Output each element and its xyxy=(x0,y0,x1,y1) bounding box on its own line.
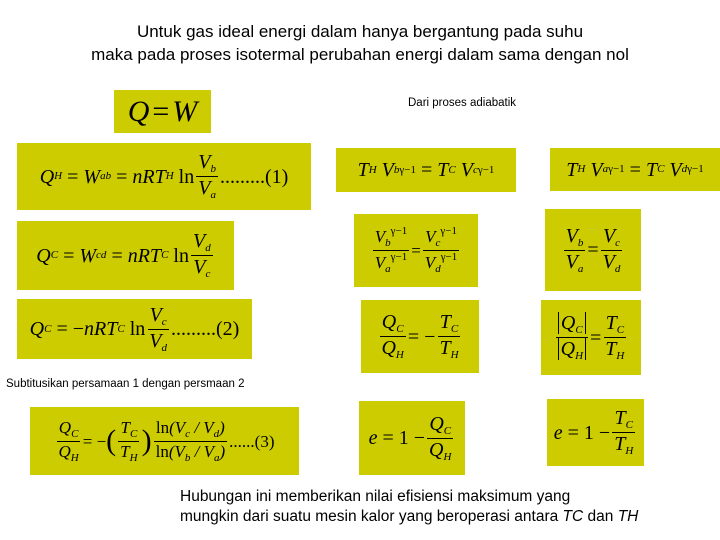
conclusion-th: TH xyxy=(617,508,639,525)
equation-efficiency-temperature: e = 1 − $\frac{T_C}{T_H}$ xyxy=(547,399,644,466)
equation-qc-negative: Q C = − nRT C ln $\frac{V_c}{V_d}$ .........(2) xyxy=(17,299,252,359)
equation-efficiency-heat: e = 1 − $\frac{Q_C}{Q_H}$ xyxy=(359,401,465,475)
conclusion-line-1: Hubungan ini memberikan nilai efisiensi maksimum yang xyxy=(180,488,571,505)
equation-ratio-substituted: $\frac{Q_C}{Q_H}$ = − ( $\frac{T_C}{T_H}$ ) $\frac{\ln(V_c / V_d)}{\ln(V_b / V_a)}$ ......(3) xyxy=(30,407,299,475)
conclusion-tc: TC xyxy=(562,508,584,525)
heading-line-2: maka pada proses isotermal perubahan energi dalam sama dengan nol xyxy=(91,45,629,64)
equation-qh-isothermal: Q H = W ab = nRT H ln $\frac{V_b}{V_a}$ .........(1) xyxy=(17,143,311,210)
conclusion-text xyxy=(180,487,638,527)
equation-qc-isothermal: Q C = W cd = nRT C ln $\frac{V_d}{V_c}$ xyxy=(17,221,234,290)
adiabatic-label: Dari proses adiabatik xyxy=(408,97,517,109)
heading-line-1: Untuk gas ideal energi dalam hanya bergantung pada suhu xyxy=(136,22,584,41)
equation-volume-ratio-power: $\frac{V_b^{\gamma-1}}{V_a^{\gamma-1}}$ = $\frac{V_c^{\gamma-1}}{V_d^{\gamma-1}}$ xyxy=(354,214,478,287)
page-heading xyxy=(0,20,720,66)
equation-adiabatic-bc: T H V b γ−1 = T C V c γ−1 xyxy=(336,148,516,192)
equation-adiabatic-ad: T H V a γ−1 = T C V d γ−1 xyxy=(550,148,720,191)
equation-q-equals-w: Q = W xyxy=(114,90,211,133)
conclusion-and: dan xyxy=(583,508,618,525)
conclusion-line-2 xyxy=(180,507,638,527)
equation-heat-ratio-abs: $\frac{Q_C}{Q_H}$ = $\frac{T_C}{T_H}$ xyxy=(541,300,641,375)
conclusion-line-2-text: mungkin dari suatu mesin kalor yang beroperasi antara xyxy=(180,508,563,525)
substitution-label: Subtitusikan persamaan 1 dengan persmaan 2 xyxy=(6,378,245,390)
equation-volume-ratio: $\frac{V_b}{V_a}$ = $\frac{V_c}{V_d}$ xyxy=(545,209,641,291)
equation-heat-ratio: $\frac{Q_C}{Q_H}$ = − $\frac{T_C}{T_H}$ xyxy=(361,300,479,373)
